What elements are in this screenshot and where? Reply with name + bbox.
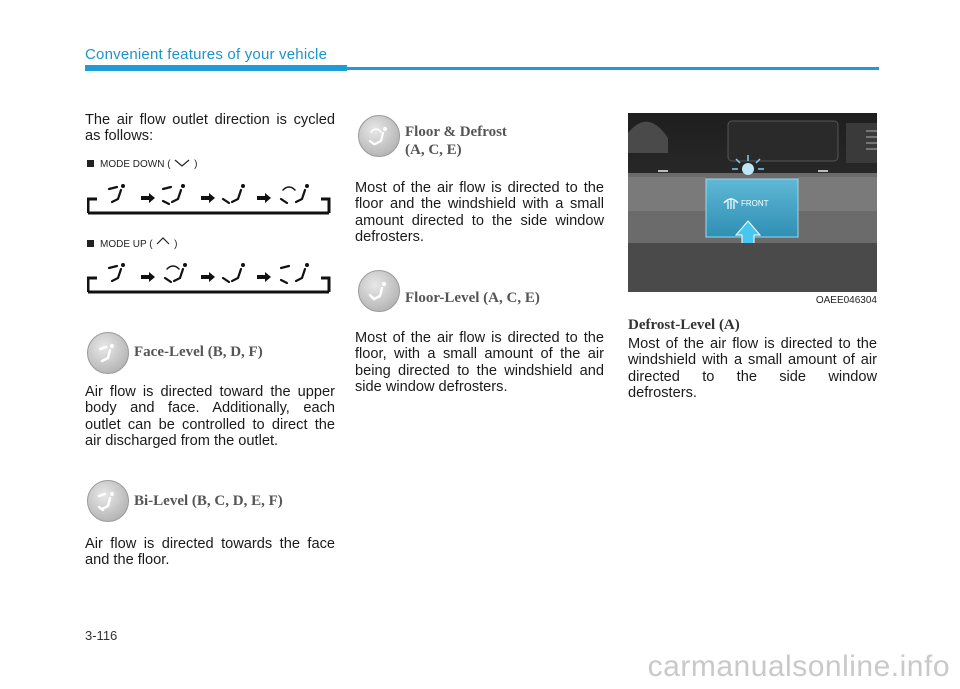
mode-up-label: [87, 236, 178, 250]
floor-defrost-mode-icon: [358, 115, 400, 157]
bi-level-mode-icon: [87, 480, 129, 522]
section-title: Convenient features of your vehicle: [85, 46, 328, 63]
defrost-level-text: Most of the air flow is directed to the windshield with a small amount of air directed to the side window defrosters.: [628, 336, 877, 402]
floor-level-mode-icon: [358, 270, 400, 312]
floor-defrost-icon: [165, 263, 187, 282]
floor-defrost-icon: [281, 184, 309, 203]
bi-level-icon: [281, 263, 309, 283]
bi-level-icon: [163, 184, 185, 204]
floor-level-icon: [223, 263, 245, 282]
face-level-icon: [109, 263, 125, 281]
bi-level-heading: Bi-Level (B, C, D, E, F): [134, 493, 283, 509]
mode-up-text: MODE UP (: [100, 239, 153, 250]
floor-defrost-heading: [405, 123, 507, 159]
floor-defrost-heading-line1: Floor & Defrost: [405, 124, 507, 140]
floor-level-text: Most of the air flow is directed to the floor, with a small amount of the air being directed to the windshield and side window defrosters.: [355, 330, 604, 396]
floor-level-heading: Floor-Level (A, C, E): [405, 290, 540, 306]
header-rule: [347, 67, 879, 70]
page-number: 3-116: [85, 628, 118, 643]
watermark: carmanualsonline.info: [647, 650, 950, 683]
mode-down-label: [87, 158, 197, 170]
mode-down-close: ): [194, 159, 198, 170]
defrost-level-heading: Defrost-Level (A): [628, 317, 740, 333]
face-bi-icon: [109, 184, 125, 202]
mode-up-close: ): [174, 239, 178, 250]
bi-level-text: Air flow is directed towards the face and the floor.: [85, 536, 335, 569]
dashboard-image: [628, 113, 877, 292]
floor-defrost-text: Most of the air flow is directed to the floor and the windshield with a small amount directed to the side window defrosters.: [355, 180, 604, 246]
mode-down-sequence: [87, 177, 331, 219]
front-button-label: FRONT: [741, 199, 769, 208]
face-level-text: Air flow is directed toward the upper body and face. Additionally, each outlet can be controlled to direct the air discharged from the outlet.: [85, 384, 335, 450]
front-defrost-button-photo: [628, 113, 877, 309]
face-level-mode-icon: [87, 332, 129, 374]
mode-down-text: MODE DOWN (: [100, 159, 171, 170]
chevron-down-icon: [173, 158, 191, 168]
floor-defrost-heading-line2: (A, C, E): [405, 142, 462, 158]
image-code: OAEE046304: [628, 292, 877, 309]
intro-text: The air flow outlet direction is cycled as follows:: [85, 112, 335, 145]
header-accent-bar: [85, 65, 347, 71]
floor-level-icon: [223, 184, 245, 203]
chevron-up-icon: [155, 236, 171, 246]
mode-up-sequence: [87, 256, 331, 298]
face-level-heading: Face-Level (B, D, F): [134, 344, 263, 360]
